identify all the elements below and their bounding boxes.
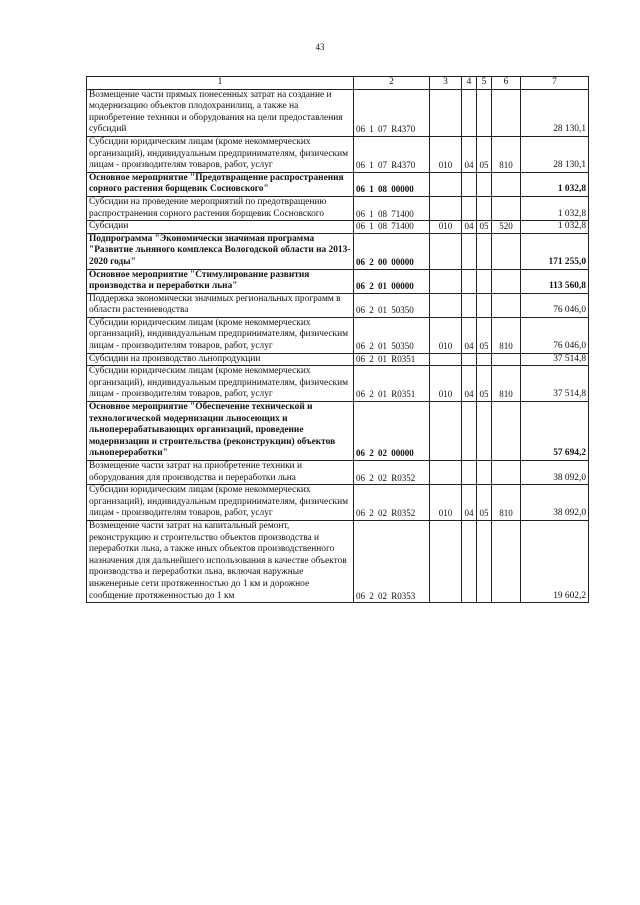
row-subsection-2-cell [477,461,492,485]
row-code-cell: 06 2 01 R0351 [354,353,430,366]
table-row [87,221,589,234]
row-name-cell: Субсидии на производство льнопродукции [87,353,354,366]
row-section-cell [430,172,462,196]
row-expense-type-cell: 810 [492,317,521,353]
row-code-cell: 06 2 01 00000 [354,269,430,293]
row-code-cell: 06 2 01 50350 [354,317,430,353]
row-section-cell [430,461,462,485]
row-code-cell: 06 2 02 R0352 [354,485,430,521]
row-code-cell: 06 2 01 50350 [354,293,430,317]
table-row [87,366,589,402]
row-subsection-2-cell: 05 [477,136,492,172]
row-subsection-cell [462,461,477,485]
row-code-cell: 06 2 02 R0352 [354,461,430,485]
row-expense-type-cell: 520 [492,221,521,234]
row-subsection-2-cell [477,293,492,317]
row-section-cell [430,89,462,136]
table-row [87,485,589,521]
row-name-cell: Возмещение части затрат на капитальный ремонт, реконструкцию и строительство объектов производства и переработки льна, а также иных объектов производственного назначения для дальнейшего использования в качестве объектов производства и переработки льна, включая наружные инженерные сети протяженностью до 1 км и дорожное сообщение протяженностью до 1 км [87,520,354,602]
row-expense-type-cell [492,89,521,136]
row-name-cell: Субсидии юридическим лицам (кроме некоммерческих организаций), индивидуальным предпринимателям, физическим лицам - производителям товаров, работ, услуг [87,136,354,172]
row-subsection-2-cell [477,520,492,602]
row-subsection-cell: 04 [462,317,477,353]
row-section-cell [430,196,462,220]
header-cell-3: 3 [430,77,462,90]
row-name-cell: Субсидии [87,221,354,234]
row-expense-type-cell [492,293,521,317]
row-amount-cell: 113 560,8 [521,269,589,293]
row-subsection-2-cell [477,172,492,196]
row-name-cell: Субсидии на проведение мероприятий по предотвращению распространения сорного растения борщевик Сосновского [87,196,354,220]
row-amount-cell: 1 032,8 [521,196,589,220]
table-row [87,293,589,317]
row-subsection-2-cell: 05 [477,485,492,521]
table-row [87,233,589,269]
table-row [87,136,589,172]
row-name-cell: Субсидии юридическим лицам (кроме некоммерческих организаций), индивидуальным предпринимателям, физическим лицам - производителям товаров, работ, услуг [87,366,354,402]
row-amount-cell: 19 602,2 [521,520,589,602]
row-amount-cell: 171 255,0 [521,233,589,269]
row-subsection-cell: 04 [462,221,477,234]
row-subsection-cell [462,89,477,136]
row-subsection-2-cell [477,196,492,220]
row-amount-cell: 28 130,1 [521,136,589,172]
row-code-cell: 06 1 07 R4370 [354,136,430,172]
row-subsection-cell [462,233,477,269]
row-expense-type-cell: 810 [492,485,521,521]
row-amount-cell: 1 032,8 [521,172,589,196]
row-subsection-cell [462,402,477,461]
row-name-cell: Субсидии юридическим лицам (кроме некоммерческих организаций), индивидуальным предпринимателям, физическим лицам - производителям товаров, работ, услуг [87,317,354,353]
table-row [87,89,589,136]
row-subsection-cell: 04 [462,485,477,521]
row-code-cell: 06 2 02 00000 [354,402,430,461]
row-code-cell: 06 1 08 00000 [354,172,430,196]
table-row [87,196,589,220]
row-name-cell: Основное мероприятие "Стимулирование развития производства и переработки льна" [87,269,354,293]
row-subsection-2-cell [477,353,492,366]
row-amount-cell: 37 514,8 [521,366,589,402]
row-code-cell: 06 2 00 00000 [354,233,430,269]
row-amount-cell: 28 130,1 [521,89,589,136]
row-section-cell: 010 [430,317,462,353]
row-code-cell: 06 1 08 71400 [354,196,430,220]
row-subsection-cell [462,172,477,196]
row-amount-cell: 1 032,8 [521,221,589,234]
row-name-cell: Возмещение части затрат на приобретение техники и оборудования для производства и переработки льна [87,461,354,485]
row-expense-type-cell [492,233,521,269]
row-name-cell: Субсидии юридическим лицам (кроме некоммерческих организаций), индивидуальным предпринимателям, физическим лицам - производителям товаров, работ, услуг [87,485,354,521]
table-row [87,402,589,461]
row-expense-type-cell [492,520,521,602]
row-amount-cell: 38 092,0 [521,461,589,485]
row-name-cell: Подпрограмма "Экономически значимая программа "Развитие льняного комплекса Вологодской области на 2013-2020 годы" [87,233,354,269]
table-row [87,461,589,485]
row-section-cell: 010 [430,485,462,521]
row-subsection-2-cell [477,89,492,136]
header-cell-6: 6 [492,77,521,90]
row-code-cell: 06 2 02 R0353 [354,520,430,602]
page-number: 43 [315,42,325,52]
table-row [87,353,589,366]
row-amount-cell: 76 046,0 [521,293,589,317]
row-subsection-cell: 04 [462,136,477,172]
row-expense-type-cell: 810 [492,136,521,172]
row-section-cell [430,233,462,269]
header-cell-4: 4 [462,77,477,90]
row-subsection-cell [462,520,477,602]
row-amount-cell: 38 092,0 [521,485,589,521]
row-code-cell: 06 1 07 R4370 [354,89,430,136]
row-subsection-cell [462,269,477,293]
row-subsection-cell [462,353,477,366]
table-header-row [87,77,589,90]
row-code-cell: 06 2 01 R0351 [354,366,430,402]
table-row [87,520,589,602]
table-row [87,269,589,293]
row-name-cell: Поддержка экономически значимых региональных программ в области растениеводства [87,293,354,317]
row-section-cell [430,520,462,602]
row-expense-type-cell [492,172,521,196]
row-subsection-2-cell: 05 [477,221,492,234]
row-expense-type-cell [492,196,521,220]
row-subsection-2-cell: 05 [477,366,492,402]
row-name-cell: Основное мероприятие "Предотвращение распространения сорного растения борщевик Сосновского" [87,172,354,196]
row-subsection-2-cell: 05 [477,317,492,353]
row-name-cell: Возмещение части прямых понесенных затрат на создание и модернизацию объектов плодохранилищ, а также на приобретение техники и оборудования на цели предоставления субсидий [87,89,354,136]
row-code-cell: 06 1 08 71400 [354,221,430,234]
header-cell-2: 2 [354,77,430,90]
row-section-cell [430,293,462,317]
header-cell-1: 1 [87,77,354,90]
row-section-cell: 010 [430,136,462,172]
row-subsection-2-cell [477,233,492,269]
row-section-cell: 010 [430,221,462,234]
row-subsection-cell: 04 [462,366,477,402]
row-section-cell [430,269,462,293]
row-subsection-cell [462,293,477,317]
table-row [87,317,589,353]
row-expense-type-cell: 810 [492,366,521,402]
row-subsection-2-cell [477,269,492,293]
row-expense-type-cell [492,461,521,485]
row-amount-cell: 37 514,8 [521,353,589,366]
budget-table [86,76,589,603]
row-section-cell [430,353,462,366]
row-subsection-2-cell [477,402,492,461]
row-section-cell [430,402,462,461]
row-section-cell: 010 [430,366,462,402]
table-row [87,172,589,196]
row-expense-type-cell [492,353,521,366]
row-amount-cell: 57 694,2 [521,402,589,461]
header-cell-5: 5 [477,77,492,90]
row-expense-type-cell [492,402,521,461]
header-cell-7: 7 [521,77,589,90]
row-subsection-cell [462,196,477,220]
row-expense-type-cell [492,269,521,293]
row-name-cell: Основное мероприятие "Обеспечение технической и технологической модернизации льносеющих и льноперерабатывающих организаций, проведение модернизации и строительства (реконструкции) объектов льнопереработки" [87,402,354,461]
row-amount-cell: 76 046,0 [521,317,589,353]
